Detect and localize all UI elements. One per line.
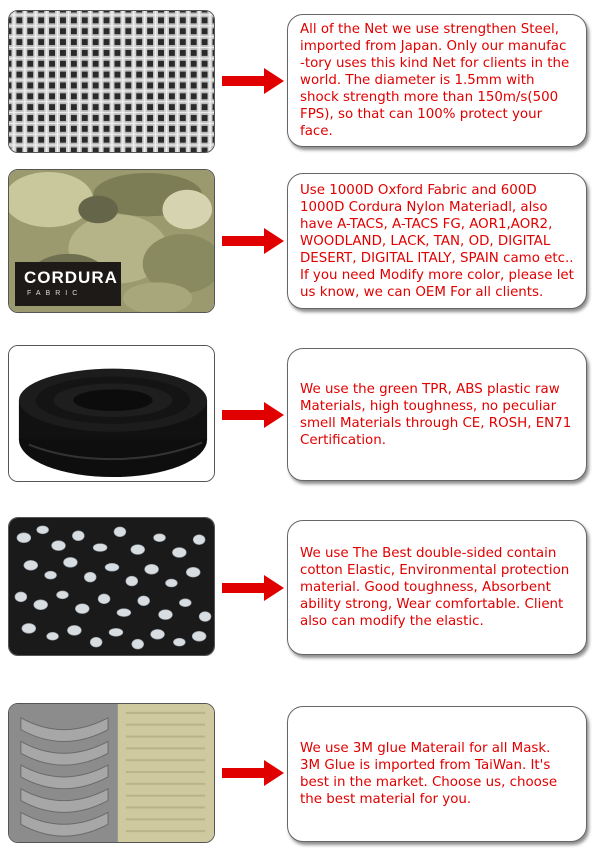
description-box — [287, 520, 587, 655]
arrow-right-icon — [220, 66, 286, 96]
cordura-logo-sub: FABRIC — [27, 290, 83, 297]
description-box — [287, 706, 587, 842]
description-text: We use The Best double-sided contain cotton Elastic, Environmental protection material. Good toughness, Absorbent ability strong, Wear comfortable. Client also can modify the elastic. — [300, 546, 570, 629]
plastic-pellets-image — [8, 517, 215, 656]
description-text: We use 3M glue Materail for all Mask. 3M Glue is imported from TaiWan. It's best in the market. Choose us, choose the best material for you. — [300, 741, 558, 807]
description-text: Use 1000D Oxford Fabric and 600D 1000D Cordura Nylon Materiadl, also have A-TACS, A-TACS FG, AOR1,AOR2, WOODLAND, LACK, TAN, OD, DIGITAL DESERT, DIGITAL ITALY, SPAIN camo etc.. If you need Modify more color, please let us know, we can OEM For all clients. — [300, 182, 574, 300]
elastic-roll-image — [8, 345, 215, 482]
description-box — [287, 173, 587, 309]
description-box — [287, 14, 587, 147]
arrow-right-icon — [220, 573, 286, 603]
steel-net-image — [8, 10, 215, 153]
cordura-logo-brand: CORDURA — [24, 268, 118, 287]
arrow-right-icon — [220, 400, 286, 430]
description-box — [287, 348, 587, 481]
foam-pads-3m-tape-image — [8, 703, 215, 843]
cordura-fabric-image — [8, 169, 215, 313]
cordura-logo — [15, 262, 121, 306]
description-text: We use the green TPR, ABS plastic raw Materials, high toughness, no peculiar smell Materials through CE, ROSH, EN71 Certification. — [300, 381, 572, 448]
description-text: All of the Net we use strengthen Steel, imported from Japan. Only our manufac -tory uses this kind Net for clients in the world. The diameter is 1.5mm with shock strength more than 150m/s(500 FPS), so that can 100% protect your face. — [300, 22, 570, 139]
arrow-right-icon — [220, 758, 286, 788]
arrow-right-icon — [220, 226, 286, 256]
